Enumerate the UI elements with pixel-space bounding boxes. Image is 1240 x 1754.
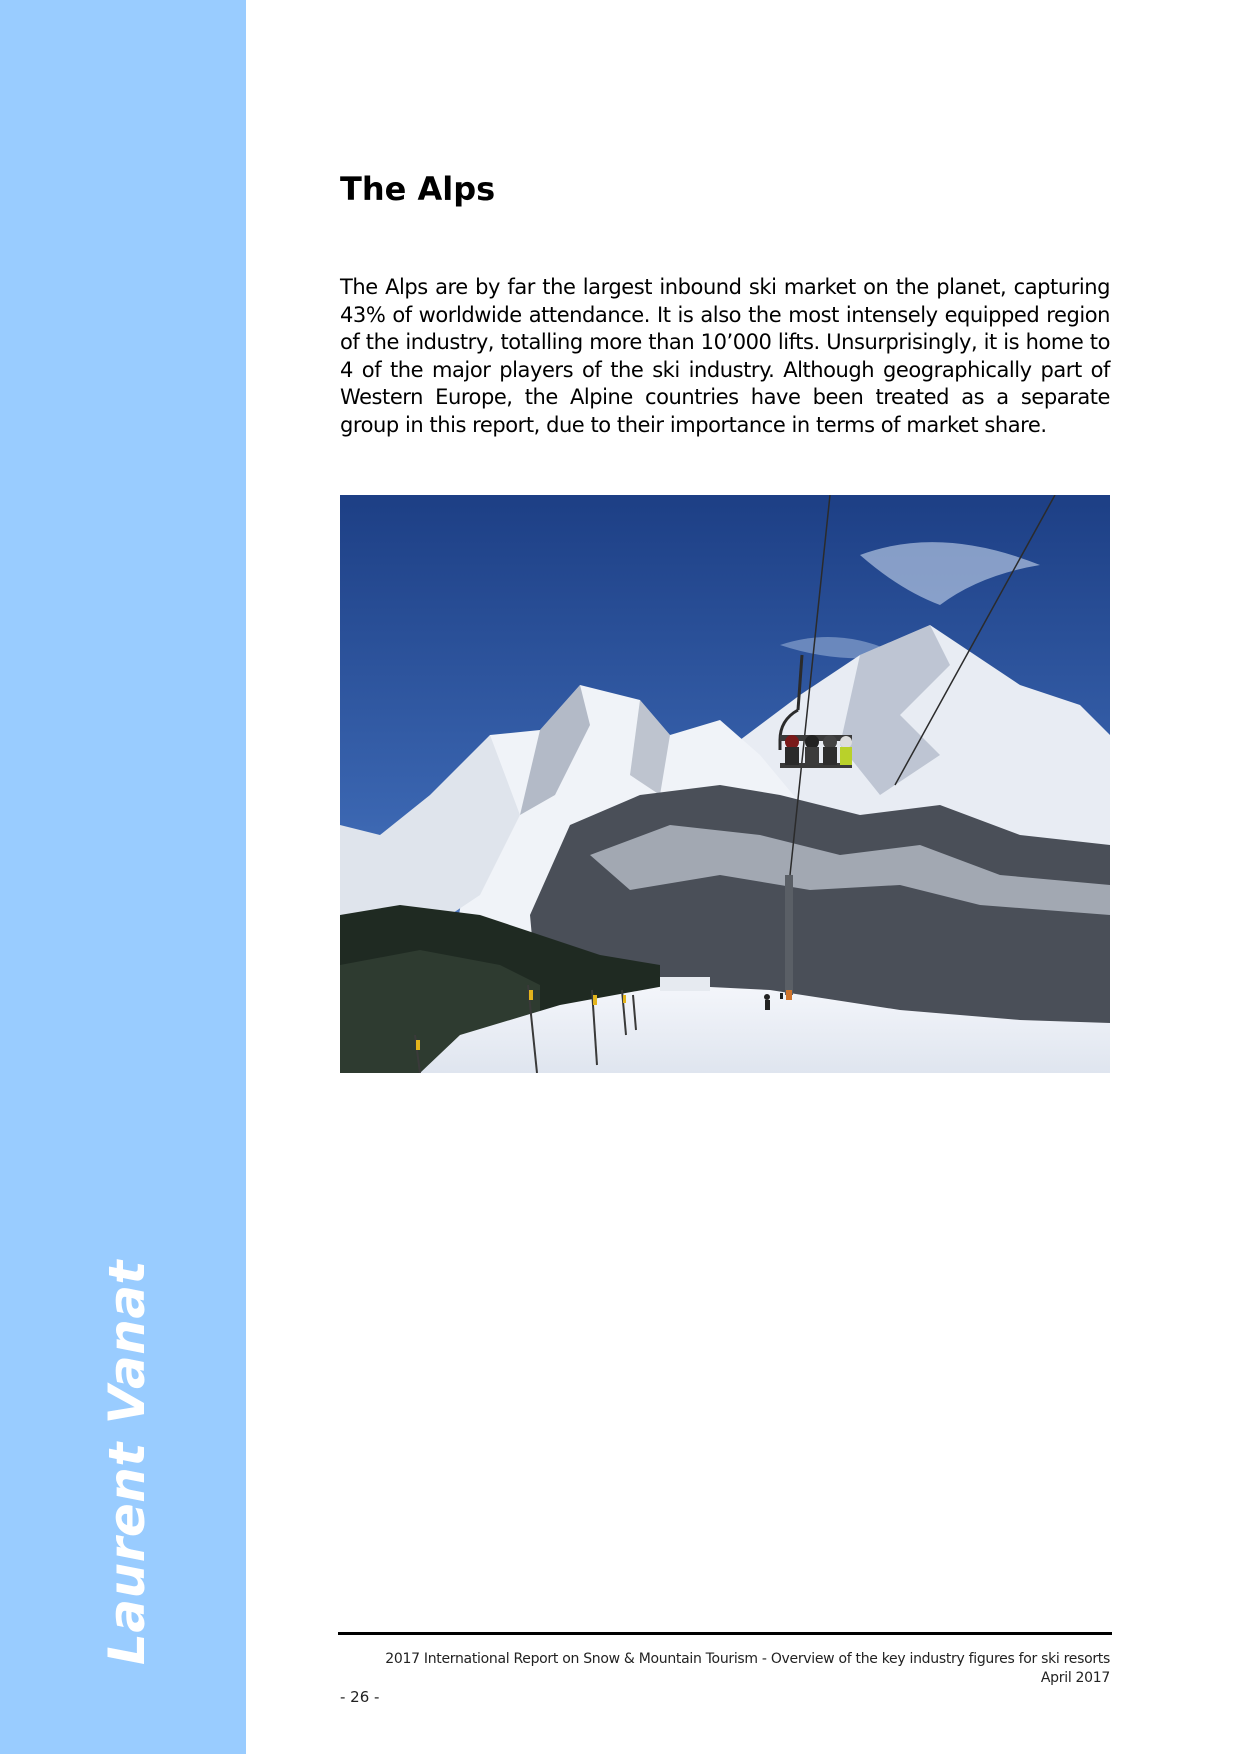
- page-number: - 26 -: [340, 1688, 380, 1706]
- pylon-base: [786, 990, 792, 1000]
- lift-pylon: [785, 875, 793, 995]
- footer-date: April 2017: [1040, 1670, 1110, 1686]
- author-name: Laurent Vanat: [98, 1260, 156, 1665]
- alps-chairlift-photo: [340, 495, 1110, 1073]
- photo-illustration: [340, 495, 1110, 1073]
- footer-report-title: 2017 International Report on Snow & Mountain Tourism - Overview of the key industry figures for ski resorts: [385, 1651, 1110, 1667]
- footer-divider: [338, 1632, 1112, 1635]
- section-title: The Alps: [340, 170, 496, 208]
- sidebar-band: [0, 0, 246, 1754]
- intro-paragraph: The Alps are by far the largest inbound ski market on the planet, capturing 43% of worldwide attendance. It is also the most intensely equipped region of the industry, totalling more than 10’000 lifts. Unsurprisingly, it is home to 4 of the major players of the ski industry. Although geographically part of Western Europe, the Alpine countries have been treated as a separate group in this report, due to their importance in terms of market share.: [340, 275, 1110, 437]
- hut: [660, 977, 710, 991]
